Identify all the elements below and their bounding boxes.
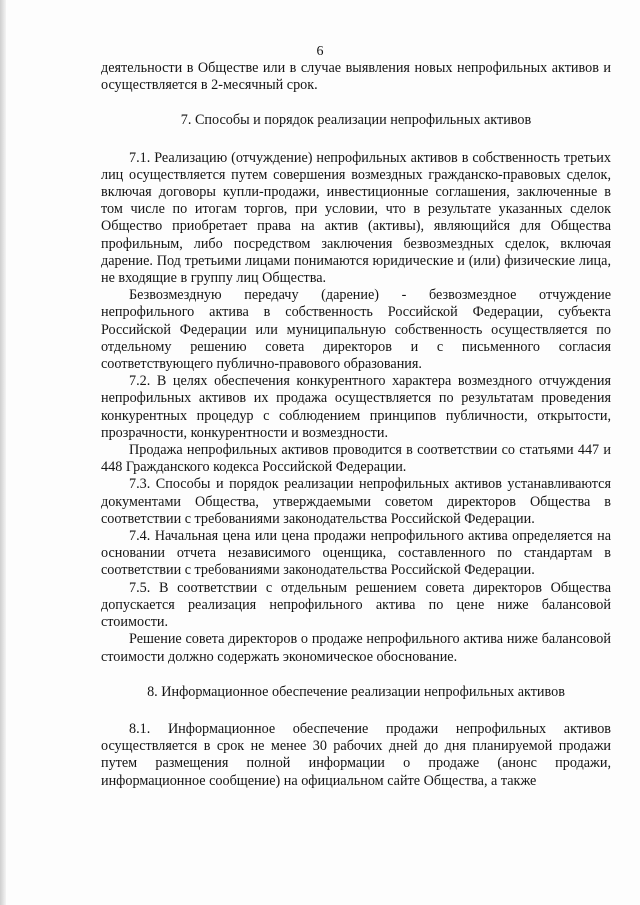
paragraph-8-1: 8.1. Информационное обеспечение продажи непрофильных активов осуществляется в срок не менее 30 рабочих дней до дня планируемой продажи путем размещения полной информации о продаже (анонс продажи, информационное сообщение) на официальном сайте Общества, а также xyxy=(101,720,611,789)
paragraph-7-5: 7.5. В соответствии с отдельным решением совета директоров Общества допускается реализация непрофильного актива по цене ниже балансовой стоимости. xyxy=(101,579,611,631)
paragraph-7-1-gift: Безвозмездную передачу (дарение) - безвозмездное отчуждение непрофильного актива в собственность Российской Федерации, субъекта Российской Федерации или муниципальную собственность осуществляется по отдельному решению совета директоров и с письменного согласия соответствующего публично-правового образования. xyxy=(101,287,611,373)
paragraph-7-5-decision: Решение совета директоров о продаже непрофильного актива ниже балансовой стоимости должно содержать экономическое обоснование. xyxy=(101,631,611,665)
section-8-title: 8. Информационное обеспечение реализации непрофильных активов xyxy=(147,683,565,700)
document-body xyxy=(101,60,611,790)
paragraph-continuation: деятельности в Обществе или в случае выявления новых непрофильных активов и осуществляется в 2-месячный срок. xyxy=(101,60,611,94)
paragraph-7-1: 7.1. Реализацию (отчуждение) непрофильных активов в собственность третьих лиц осуществляется путем совершения возмездных гражданско-правовых сделок, включая договоры купли-продажи, инвестиционные соглашения, заключенные в том числе по итогам торгов, при условии, что в результате указанных сделок Общество приобретает права на актив (активы), являющийся для Общества профильным, либо посредством заключения безвозмездных сделок, включая дарение. Под третьими лицами понимаются юридические и (или) физические лица, не входящие в группу лиц Общества. xyxy=(101,149,611,287)
paragraph-7-4: 7.4. Начальная цена или цена продажи непрофильного актива определяется на основании отчета независимого оценщика, составленного по стандартам в соответствии с требованиями законодательства Российской Федерации. xyxy=(101,528,611,579)
page-number: 6 xyxy=(316,44,324,59)
scan-edge xyxy=(0,0,6,905)
paragraph-7-3: 7.3. Способы и порядок реализации непрофильных активов устанавливаются документами Общества, утверждаемыми советом директоров Общества в соответствии с требованиями законодательства Российской Федерации. xyxy=(101,476,611,527)
paragraph-7-2-sale: Продажа непрофильных активов проводится в соответствии со статьями 447 и 448 Гражданского кодекса Российской Федерации. xyxy=(101,442,611,476)
section-7-title: 7. Способы и порядок реализации непрофильных активов xyxy=(180,112,532,129)
paragraph-7-2: 7.2. В целях обеспечения конкурентного характера возмездного отчуждения непрофильных активов их продажа осуществляется по результатам проведения конкурентных процедур с соблюдением принципов публичности, открытости, прозрачности, конкурентности и возмездности. xyxy=(101,373,611,441)
